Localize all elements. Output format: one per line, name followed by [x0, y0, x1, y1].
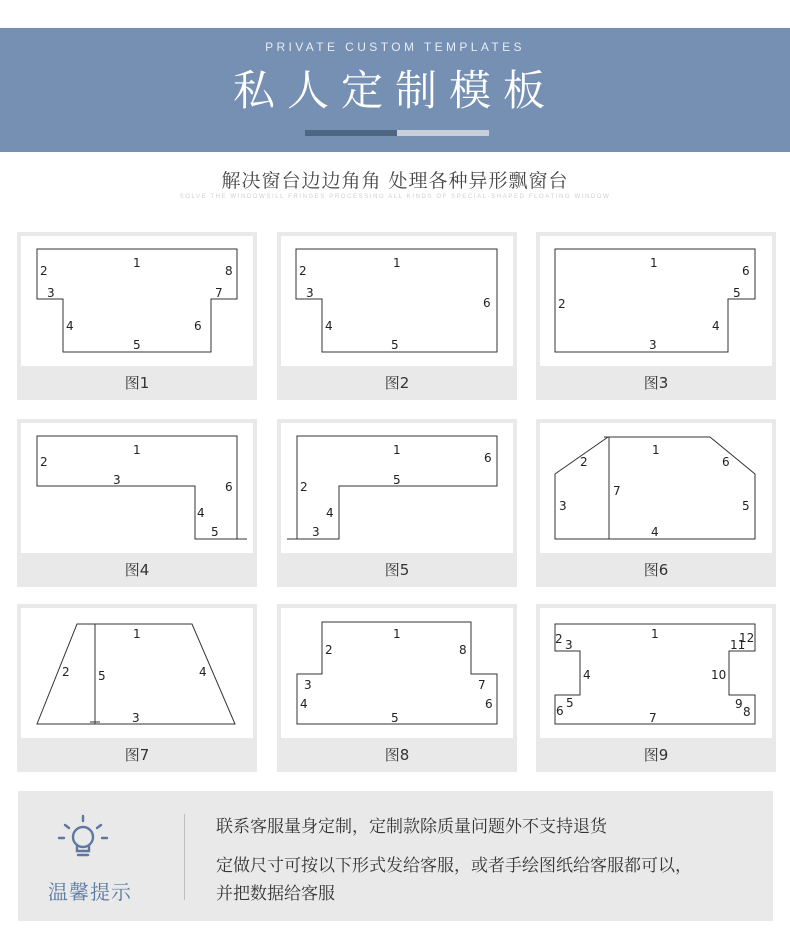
edge-label: 4 — [583, 668, 591, 682]
edge-label: 2 — [555, 632, 563, 646]
section-subtitle-en: SOLVE THE WINDOWSILL FRINGES PROCESSING ALL KINDS OF SPECIAL-SHAPED FLOATING WINDOW — [179, 194, 611, 200]
edge-label: 6 — [485, 697, 493, 711]
template-diagram-7 — [17, 604, 257, 740]
edge-label: 1 — [393, 256, 401, 270]
edge-label: 1 — [393, 443, 401, 457]
edge-label: 2 — [558, 297, 566, 311]
edge-label: 4 — [325, 319, 333, 333]
edge-label: 5 — [391, 711, 399, 725]
edge-label: 6 — [484, 451, 492, 465]
edge-label: 2 — [299, 264, 307, 278]
edge-label: 6 — [742, 264, 750, 278]
template-caption: 图8 — [384, 746, 410, 764]
edge-label: 8 — [459, 643, 467, 657]
edge-label: 5 — [742, 499, 750, 513]
template-card-5[interactable] — [277, 419, 517, 587]
template-diagram-6 — [536, 419, 776, 555]
edge-label: 6 — [194, 319, 202, 333]
edge-label: 7 — [613, 484, 621, 498]
section-subtitle: 解决窗台边边角角 处理各种异形飘窗台 — [221, 170, 569, 192]
edge-label: 7 — [215, 286, 223, 300]
edge-label: 2 — [325, 643, 333, 657]
edge-label: 1 — [393, 627, 401, 641]
edge-label: 2 — [40, 264, 48, 278]
tip-text-3: 并把数据给客服 — [216, 884, 335, 904]
edge-label: 7 — [649, 711, 657, 725]
edge-label: 2 — [40, 455, 48, 469]
edge-label: 7 — [478, 678, 486, 692]
edge-label: 4 — [326, 506, 334, 520]
edge-label: 11 — [730, 638, 746, 652]
template-card-7[interactable] — [17, 604, 257, 772]
template-card-6[interactable] — [536, 419, 776, 587]
tip-text-2: 定做尺寸可按以下形式发给客服，或者手绘图纸给客服都可以， — [216, 856, 692, 876]
edge-label: 3 — [306, 286, 314, 300]
edge-label: 3 — [565, 638, 573, 652]
header-subtitle-en: PRIVATE CUSTOM TEMPLATES — [265, 40, 525, 54]
title-underline-dark — [305, 130, 397, 136]
edge-label: 9 — [735, 697, 743, 711]
page-title: 私人定制模板 — [232, 66, 557, 115]
edge-label: 4 — [66, 319, 74, 333]
edge-label: 4 — [197, 506, 205, 520]
edge-label: 3 — [312, 525, 320, 539]
edge-label: 3 — [47, 286, 55, 300]
template-caption: 图3 — [643, 374, 669, 392]
edge-label: 5 — [211, 525, 219, 539]
edge-label: 3 — [304, 678, 312, 692]
tip-text-1: 联系客服量身定制，定制款除质量问题外不支持退货 — [216, 817, 607, 837]
edge-label: 5 — [98, 669, 106, 683]
edge-label: 12 — [739, 631, 755, 645]
edge-label: 3 — [113, 473, 121, 487]
edge-label: 1 — [133, 256, 141, 270]
edge-label: 8 — [743, 705, 751, 719]
edge-label: 6 — [483, 296, 491, 310]
template-caption: 图2 — [384, 374, 410, 392]
edge-label: 3 — [649, 338, 657, 352]
template-card-9[interactable] — [536, 604, 776, 772]
template-diagram-4 — [17, 419, 257, 555]
edge-label: 3 — [559, 499, 567, 513]
edge-label: 5 — [391, 338, 399, 352]
template-caption: 图9 — [643, 746, 669, 764]
template-caption: 图7 — [124, 746, 150, 764]
edge-label: 4 — [199, 665, 207, 679]
edge-label: 10 — [711, 668, 727, 682]
template-card-3[interactable] — [536, 232, 776, 400]
edge-label: 6 — [225, 480, 233, 494]
edge-label: 3 — [132, 711, 140, 725]
edge-label: 1 — [133, 443, 141, 457]
tips-title: 温馨提示 — [48, 880, 132, 904]
title-underline-light — [397, 130, 489, 136]
edge-label: 1 — [650, 256, 658, 270]
template-diagram-2 — [277, 232, 517, 368]
template-caption: 图1 — [124, 374, 150, 392]
template-card-2[interactable] — [277, 232, 517, 400]
lightbulb-icon — [56, 812, 110, 866]
edge-label: 5 — [566, 696, 574, 710]
template-diagram-5 — [277, 419, 517, 555]
edge-label: 1 — [651, 627, 659, 641]
edge-label: 8 — [225, 264, 233, 278]
tips-divider — [184, 814, 185, 900]
template-diagram-9 — [536, 604, 776, 740]
template-caption: 图6 — [643, 561, 669, 579]
edge-label: 5 — [393, 473, 401, 487]
template-card-1[interactable] — [17, 232, 257, 400]
template-diagram-8 — [277, 604, 517, 740]
template-caption: 图5 — [384, 561, 410, 579]
edge-label: 4 — [712, 319, 720, 333]
edge-label: 4 — [651, 525, 659, 539]
edge-label: 5 — [733, 286, 741, 300]
template-diagram-3 — [536, 232, 776, 368]
edge-label: 2 — [300, 480, 308, 494]
template-card-4[interactable] — [17, 419, 257, 587]
template-card-8[interactable] — [277, 604, 517, 772]
edge-label: 1 — [133, 627, 141, 641]
edge-label: 5 — [133, 338, 141, 352]
template-diagram-1 — [17, 232, 257, 368]
template-caption: 图4 — [124, 561, 150, 579]
edge-label: 4 — [300, 697, 308, 711]
edge-label: 1 — [652, 443, 660, 457]
edge-label: 2 — [580, 455, 588, 469]
edge-label: 6 — [556, 704, 564, 718]
edge-label: 6 — [722, 455, 730, 469]
edge-label: 2 — [62, 665, 70, 679]
